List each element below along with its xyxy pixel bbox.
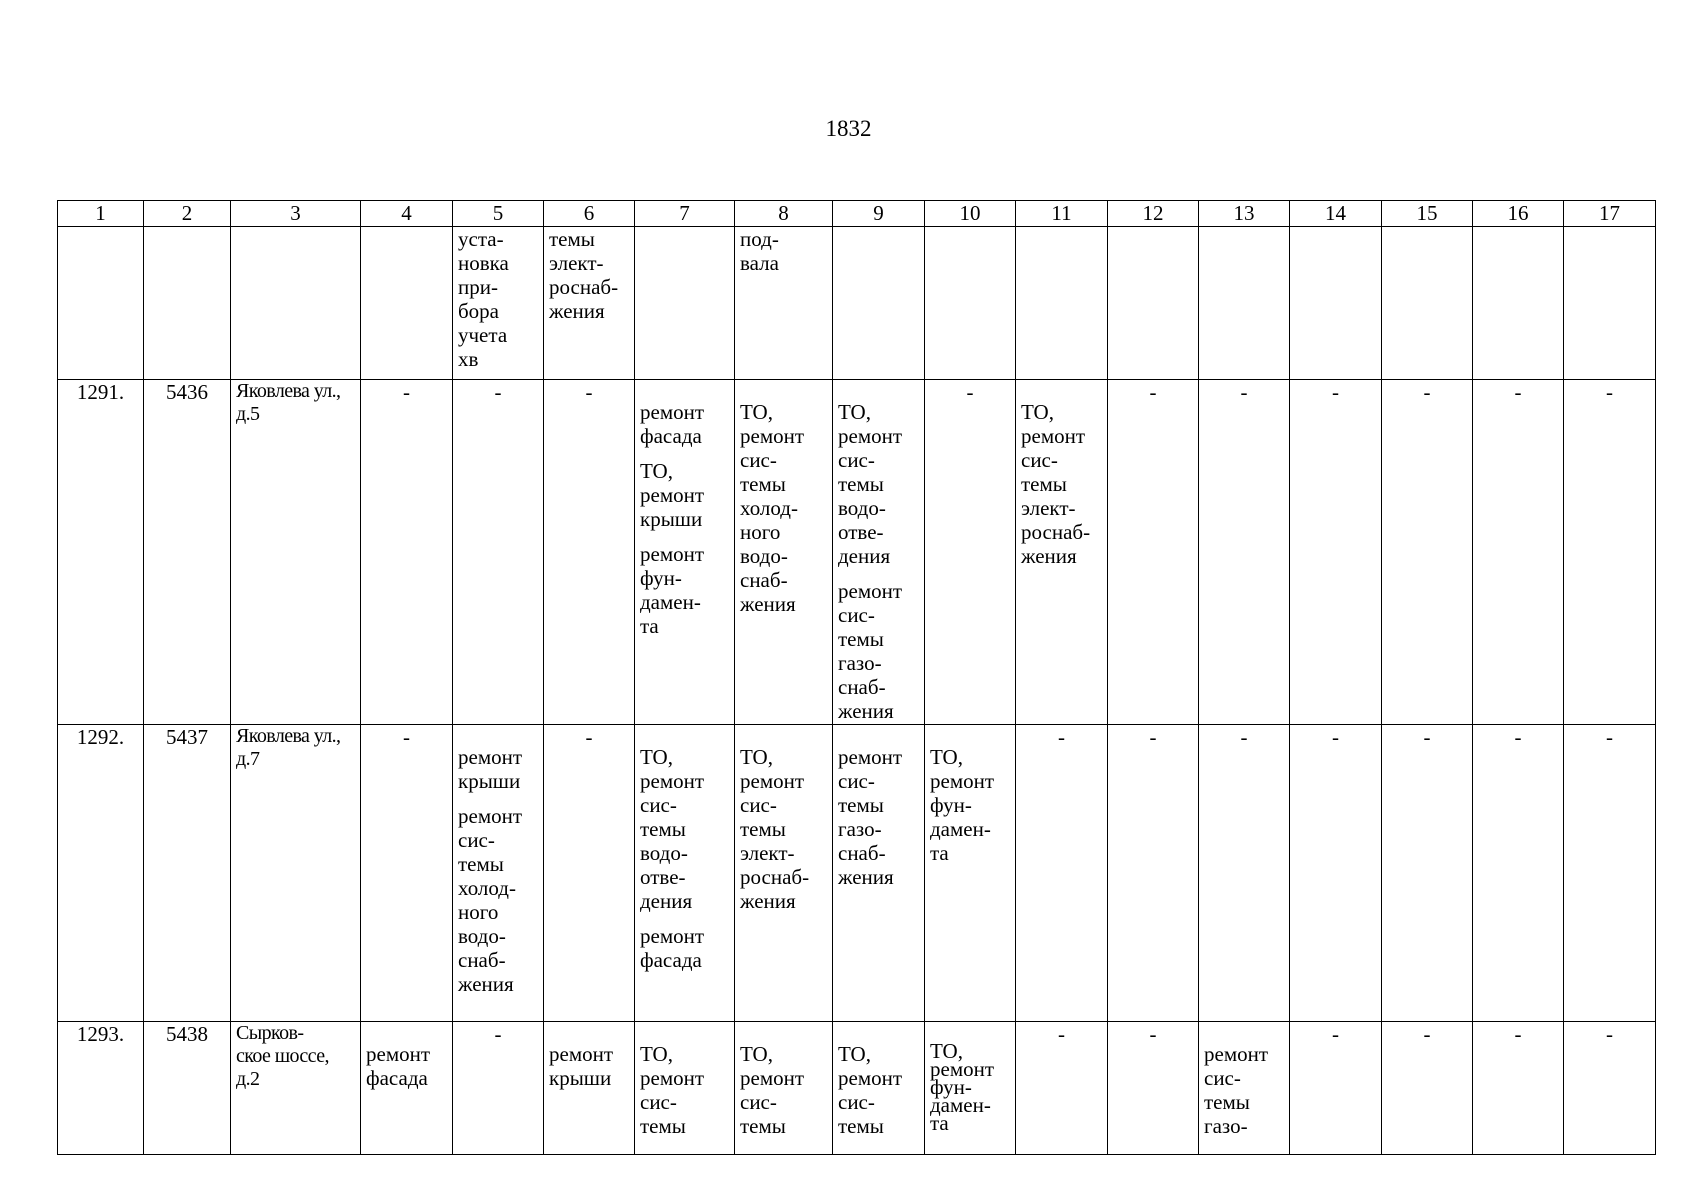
row-number-cell: 1293.: [58, 1022, 144, 1155]
cell-col-9: [833, 1022, 925, 1155]
work-item-line: ТО,: [740, 1042, 773, 1066]
work-item-line: сис-: [740, 1090, 777, 1114]
work-item-line: ремонт: [838, 1066, 903, 1090]
work-item-line: ремонт: [640, 400, 705, 424]
work-item-line: та: [930, 841, 949, 865]
work-item-line: темы: [549, 227, 595, 251]
work-item-line: ремонт: [1204, 1042, 1269, 1066]
work-item: [838, 400, 919, 568]
work-item-line: снаб-: [740, 568, 788, 592]
address-line: Сырков-: [236, 1022, 304, 1044]
work-item-line: ремонт: [366, 1042, 431, 1066]
work-item-line: ремонт: [549, 1042, 614, 1066]
address-line: Яковлева ул.,: [236, 380, 341, 402]
work-item-line: ремонт: [640, 769, 705, 793]
work-item-line: ремонт: [930, 1057, 995, 1081]
cell-col-14: [1290, 227, 1382, 380]
work-item-line: ремонт: [740, 424, 805, 448]
work-item-line: фун-: [930, 793, 972, 817]
work-item: [838, 579, 919, 723]
work-item-line: сис-: [838, 1090, 875, 1114]
work-item: [740, 745, 827, 913]
work-item-line: темы: [740, 472, 786, 496]
work-item-line: дамен-: [930, 817, 991, 841]
work-item-line: вала: [740, 251, 779, 275]
cell-col-17: -: [1564, 725, 1656, 1022]
work-item-line: водо-: [458, 924, 506, 948]
cell-col-4: -: [361, 725, 453, 1022]
cell-col-15: -: [1382, 725, 1473, 1022]
cell-col-11: [1016, 227, 1108, 380]
work-item: [640, 745, 729, 913]
work-item-line: ТО,: [740, 400, 773, 424]
work-item-line: темы: [1021, 472, 1067, 496]
cell-col-9: [833, 227, 925, 380]
cell-col-10: [925, 725, 1016, 1022]
column-header-11: 11: [1016, 201, 1108, 227]
work-item-line: жения: [838, 865, 894, 889]
work-item-line: дения: [838, 544, 891, 568]
object-id-cell: [144, 227, 231, 380]
work-item-line: темы: [740, 1114, 786, 1138]
object-id-cell: 5438: [144, 1022, 231, 1155]
work-item-line: сис-: [740, 448, 777, 472]
cell-col-10: [925, 1022, 1016, 1155]
work-item-line: под-: [740, 227, 779, 251]
cell-col-4: -: [361, 380, 453, 725]
work-item-line: сис-: [458, 828, 495, 852]
object-id-cell: 5436: [144, 380, 231, 725]
work-item-line: ного: [740, 520, 781, 544]
cell-col-6: -: [544, 725, 635, 1022]
table-row: [58, 1022, 1656, 1155]
cell-col-7: [635, 227, 735, 380]
work-item-line: холод-: [458, 876, 516, 900]
work-item-line: ТО,: [1021, 400, 1054, 424]
address-line: д.5: [236, 403, 260, 425]
address-cell: [231, 1022, 361, 1155]
cell-col-13: -: [1199, 380, 1290, 725]
cell-col-6: -: [544, 380, 635, 725]
work-item-line: ремонт: [1021, 424, 1086, 448]
work-item-line: темы: [838, 793, 884, 817]
work-item-line: фасада: [640, 948, 702, 972]
work-item-line: сис-: [640, 1090, 677, 1114]
cell-col-8: [735, 227, 833, 380]
work-item: [1204, 1042, 1284, 1138]
work-item-line: дамен-: [640, 590, 701, 614]
column-header-16: 16: [1473, 201, 1564, 227]
column-header-5: 5: [453, 201, 544, 227]
address-cell: [231, 725, 361, 1022]
cell-col-16: -: [1473, 725, 1564, 1022]
work-item-line: отве-: [640, 865, 686, 889]
work-item-line: газо-: [1204, 1114, 1248, 1138]
work-item-line: ТО,: [838, 1042, 871, 1066]
work-item: [366, 1042, 447, 1090]
work-item: [740, 227, 827, 275]
work-item-line: водо-: [740, 544, 788, 568]
address-cell: [231, 227, 361, 380]
work-item-line: жения: [1021, 544, 1077, 568]
work-item-line: темы: [838, 1114, 884, 1138]
work-item-line: ного: [458, 900, 499, 924]
work-item-line: при-: [458, 275, 498, 299]
work-item-line: крыши: [640, 507, 703, 531]
work-item-line: сис-: [740, 793, 777, 817]
work-item-line: ремонт: [838, 424, 903, 448]
cell-col-14: -: [1290, 380, 1382, 725]
column-header-10: 10: [925, 201, 1016, 227]
object-id-cell: 5437: [144, 725, 231, 1022]
work-item-line: отве-: [838, 520, 884, 544]
work-item-line: сис-: [838, 448, 875, 472]
work-item-line: жения: [740, 889, 796, 913]
work-item-line: водо-: [838, 496, 886, 520]
work-item-line: сис-: [838, 769, 875, 793]
row-number-cell: [58, 227, 144, 380]
cell-col-15: -: [1382, 1022, 1473, 1155]
column-header-1: 1: [58, 201, 144, 227]
work-item-line: темы: [740, 817, 786, 841]
address-line: Яковлева ул.,: [236, 725, 341, 747]
work-item-line: уста-: [458, 227, 504, 251]
work-item-line: роснаб-: [740, 865, 810, 889]
cell-col-9: [833, 380, 925, 725]
work-item: [458, 227, 538, 371]
work-item: [930, 745, 1010, 865]
cell-col-12: [1108, 227, 1199, 380]
column-header-4: 4: [361, 201, 453, 227]
cell-col-10: [925, 227, 1016, 380]
work-item-line: фасада: [640, 424, 702, 448]
work-item-line: снаб-: [838, 675, 886, 699]
table-row: [58, 380, 1656, 725]
work-item-line: ремонт: [838, 745, 903, 769]
cell-col-14: -: [1290, 725, 1382, 1022]
cell-col-7: [635, 380, 735, 725]
cell-col-17: -: [1564, 1022, 1656, 1155]
work-item-line: ремонт: [740, 769, 805, 793]
address-line: д.2: [236, 1068, 260, 1090]
cell-col-16: -: [1473, 380, 1564, 725]
cell-col-12: -: [1108, 380, 1199, 725]
work-item: [640, 400, 729, 448]
cell-col-5: [453, 725, 544, 1022]
work-item-line: та: [930, 1111, 949, 1135]
work-item: [549, 227, 629, 323]
cell-col-9: [833, 725, 925, 1022]
cell-col-17: -: [1564, 380, 1656, 725]
work-item-line: сис-: [1021, 448, 1058, 472]
cell-col-8: [735, 725, 833, 1022]
work-item: [838, 745, 919, 889]
work-item-line: ТО,: [930, 745, 963, 769]
work-item-line: ремонт: [458, 804, 523, 828]
works-table: [57, 200, 1656, 1155]
cell-col-6: [544, 227, 635, 380]
work-item: [740, 1042, 827, 1138]
cell-col-5: [453, 227, 544, 380]
column-header-9: 9: [833, 201, 925, 227]
work-item-line: крыши: [549, 1066, 612, 1090]
table-row: [58, 227, 1656, 380]
work-item-line: сис-: [1204, 1066, 1241, 1090]
column-header-3: 3: [231, 201, 361, 227]
work-item-line: учета: [458, 323, 508, 347]
cell-col-8: [735, 1022, 833, 1155]
work-item-line: газо-: [838, 817, 882, 841]
header-row: [58, 201, 1656, 227]
work-item-line: ремонт: [640, 542, 705, 566]
row-number-cell: 1292.: [58, 725, 144, 1022]
work-item-line: темы: [640, 817, 686, 841]
work-item-line: бора: [458, 299, 500, 323]
work-item-line: ремонт: [640, 1066, 705, 1090]
work-item-line: ремонт: [640, 483, 705, 507]
work-item: [740, 400, 827, 616]
cell-col-10: -: [925, 380, 1016, 725]
cell-col-5: -: [453, 380, 544, 725]
row-number-cell: 1291.: [58, 380, 144, 725]
work-item: [640, 1042, 729, 1138]
work-item: [838, 1042, 919, 1138]
work-item: [930, 1039, 1010, 1135]
cell-col-11: -: [1016, 1022, 1108, 1155]
cell-col-13: [1199, 227, 1290, 380]
work-item-line: газо-: [838, 651, 882, 675]
cell-col-8: [735, 380, 833, 725]
work-item-line: ремонт: [640, 924, 705, 948]
work-item-line: дения: [640, 889, 693, 913]
address-cell: [231, 380, 361, 725]
work-item-line: холод-: [740, 496, 798, 520]
work-item-line: ТО,: [640, 1042, 673, 1066]
work-item-line: темы: [458, 852, 504, 876]
work-item: [640, 542, 729, 638]
column-header-8: 8: [735, 201, 833, 227]
cell-col-4: [361, 1022, 453, 1155]
work-item-line: фун-: [930, 1075, 972, 1099]
work-item-line: жения: [458, 972, 514, 996]
column-header-12: 12: [1108, 201, 1199, 227]
cell-col-11: [1016, 380, 1108, 725]
column-header-14: 14: [1290, 201, 1382, 227]
cell-col-7: [635, 1022, 735, 1155]
work-item-line: сис-: [838, 603, 875, 627]
work-item-line: снаб-: [458, 948, 506, 972]
cell-col-6: [544, 1022, 635, 1155]
work-item-line: фун-: [640, 566, 682, 590]
work-item: [640, 924, 729, 972]
cell-col-15: -: [1382, 380, 1473, 725]
work-item: [1021, 400, 1102, 568]
work-item-line: ТО,: [930, 1039, 963, 1063]
work-item-line: жения: [740, 592, 796, 616]
column-header-2: 2: [144, 201, 231, 227]
work-item-line: фасада: [366, 1066, 428, 1090]
cell-col-14: -: [1290, 1022, 1382, 1155]
page-number: 1832: [825, 116, 872, 141]
work-item-line: новка: [458, 251, 509, 275]
cell-col-17: [1564, 227, 1656, 380]
work-item-line: темы: [1204, 1090, 1250, 1114]
work-item-line: хв: [458, 347, 479, 371]
cell-col-16: -: [1473, 1022, 1564, 1155]
cell-col-4: [361, 227, 453, 380]
work-item: [458, 745, 538, 793]
work-item-line: ТО,: [640, 459, 673, 483]
work-item-line: элект-: [740, 841, 795, 865]
work-item-line: темы: [838, 472, 884, 496]
work-item-line: сис-: [640, 793, 677, 817]
work-item-line: крыши: [458, 769, 521, 793]
work-item-line: темы: [640, 1114, 686, 1138]
cell-col-11: -: [1016, 725, 1108, 1022]
work-item-line: снаб-: [838, 841, 886, 865]
column-header-15: 15: [1382, 201, 1473, 227]
work-item: [458, 804, 538, 996]
work-item-line: элект-: [1021, 496, 1076, 520]
work-item-line: дамен-: [930, 1093, 991, 1117]
cell-col-12: -: [1108, 725, 1199, 1022]
work-item-line: водо-: [640, 841, 688, 865]
column-header-7: 7: [635, 201, 735, 227]
column-header-17: 17: [1564, 201, 1656, 227]
work-item-line: ремонт: [838, 579, 903, 603]
column-header-6: 6: [544, 201, 635, 227]
cell-col-15: [1382, 227, 1473, 380]
work-item: [640, 459, 729, 531]
work-item-line: ремонт: [930, 769, 995, 793]
work-item-line: темы: [838, 627, 884, 651]
work-item-line: роснаб-: [1021, 520, 1091, 544]
cell-col-13: [1199, 1022, 1290, 1155]
work-item-line: элект-: [549, 251, 604, 275]
address-line: д.7: [236, 748, 260, 770]
cell-col-5: -: [453, 1022, 544, 1155]
work-item-line: ТО,: [740, 745, 773, 769]
address-line: ское шоссе,: [236, 1045, 329, 1067]
work-item: [549, 1042, 629, 1090]
column-header-13: 13: [1199, 201, 1290, 227]
work-item-line: ТО,: [838, 400, 871, 424]
cell-col-12: -: [1108, 1022, 1199, 1155]
work-item-line: жения: [549, 299, 605, 323]
work-item-line: та: [640, 614, 659, 638]
table-row: [58, 725, 1656, 1022]
cell-col-13: -: [1199, 725, 1290, 1022]
work-item-line: ремонт: [458, 745, 523, 769]
work-item-line: роснаб-: [549, 275, 619, 299]
work-item-line: ТО,: [640, 745, 673, 769]
work-item-line: ремонт: [740, 1066, 805, 1090]
cell-col-7: [635, 725, 735, 1022]
cell-col-16: [1473, 227, 1564, 380]
work-item-line: жения: [838, 699, 894, 723]
